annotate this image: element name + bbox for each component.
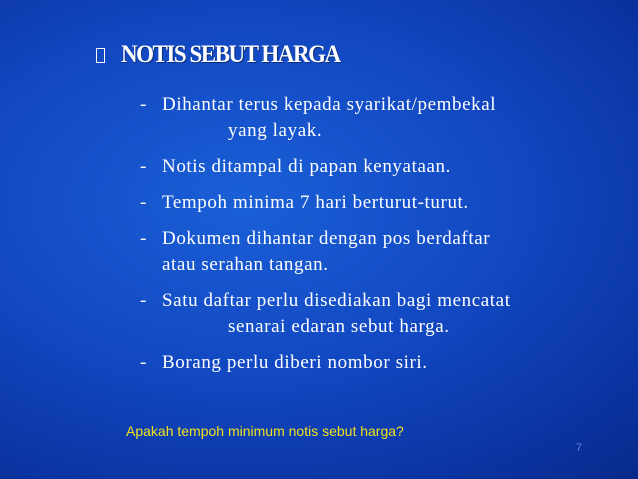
list-item-text: Borang perlu diberi nombor siri.: [162, 352, 428, 373]
dash-bullet: -: [140, 228, 147, 249]
slide-title: NOTIS SEBUT HARGA: [121, 41, 340, 68]
spacer: [140, 216, 610, 226]
spacer: [140, 278, 610, 288]
list-item-text: Notis ditampal di papan kenyataan.: [162, 156, 451, 177]
spacer: [140, 340, 610, 350]
list-item-text: Tempoh minima 7 hari berturut-turut.: [162, 192, 469, 213]
list-item-text: Satu daftar perlu disediakan bagi mencatat: [162, 290, 511, 311]
title-row: [96, 38, 359, 72]
spacer: [140, 144, 610, 154]
list-item: [140, 350, 610, 376]
list-item-text: Dihantar terus kepada syarikat/pembekal: [162, 94, 497, 115]
list-item-continuation: senarai edaran sebut harga.: [228, 316, 450, 337]
dash-bullet: -: [140, 290, 147, 311]
list-item: [140, 226, 610, 278]
question-text: Apakah tempoh minimum notis sebut harga?: [126, 423, 404, 439]
spacer: [140, 180, 610, 190]
dash-bullet: -: [140, 156, 147, 177]
list-item: [140, 92, 610, 144]
list-item: [140, 190, 610, 216]
dash-bullet: -: [140, 352, 147, 373]
page-number: 7: [575, 442, 582, 454]
list-item: [140, 288, 610, 340]
list-item-continuation: yang layak.: [228, 120, 323, 141]
list-item-text: Dokumen dihantar dengan pos berdaftar: [162, 228, 491, 249]
list-item: [140, 154, 610, 180]
square-bullet-icon: [96, 48, 105, 63]
dash-bullet: -: [140, 94, 147, 115]
bullet-list: [140, 92, 610, 376]
dash-bullet: -: [140, 192, 147, 213]
list-item-continuation: atau serahan tangan.: [162, 254, 329, 275]
